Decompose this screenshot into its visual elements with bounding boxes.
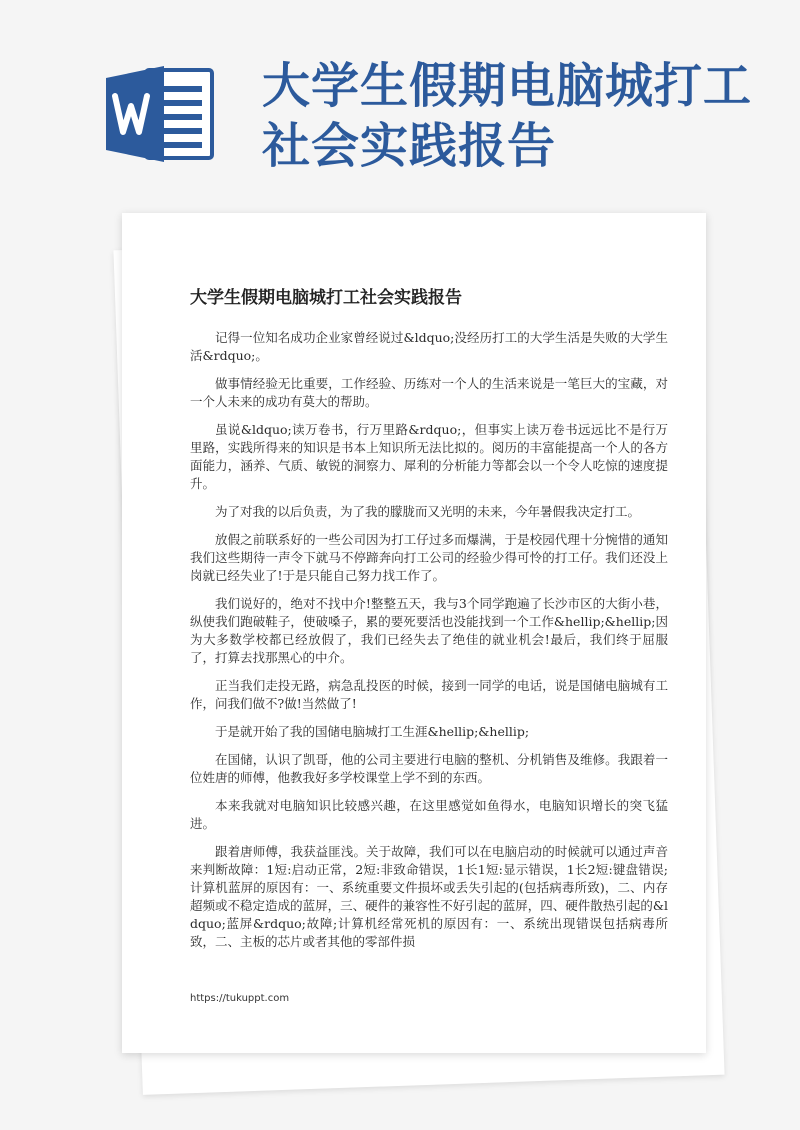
paragraph: 跟着唐师傅，我获益匪浅。关于故障，我们可以在电脑启动的时候就可以通过声音来判断故障：1短:启动正常，2短:非致命错误，1长1短:显示错误，1长2短:键盘错误;计算机蓝屏的原因有：一、系统重要文件损坏或丢失引起的(包括病毒所致)，二、内存超频或不稳定造成的蓝屏，三、硬件的兼容性不好引起的蓝屏，四、硬件散热引起的&ldquo;蓝屏&rdquo;故障;计算机经常死机的原因有：一、系统出现错误包括病毒所致，二、主板的芯片或者其他的零部件损 (190, 844, 668, 949)
paragraph: 正当我们走投无路，病急乱投医的时候，接到一同学的电话，说是国储电脑城有工作，问我们做不?做!当然做了! (190, 678, 668, 711)
paragraph: 做事情经验无比重要，工作经验、历练对一个人的生活来说是一笔巨大的宝藏，对一个人未来的成功有莫大的帮助。 (190, 376, 668, 409)
paragraph: 在国储，认识了凯哥，他的公司主要进行电脑的整机、分机销售及维修。我跟着一位姓唐的师傅，他教我好多学校课堂上学不到的东西。 (190, 752, 668, 785)
banner-header (0, 0, 800, 200)
paragraph: 我们说好的，绝对不找中介!整整五天，我与3个同学跑遍了长沙市区的大街小巷，纵使我们跑破鞋子，使破嗓子，累的要死要活也没能找到一个工作&hellip;&hellip;因为大多数学校都已经放假了，我们已经失去了绝佳的就业机会!最后，我们终于屈服了，打算去找那黑心的中介。 (190, 596, 668, 665)
word-icon (106, 66, 216, 162)
paragraph: 于是就开始了我的国储电脑城打工生涯&hellip;&hellip; (215, 724, 530, 739)
header-title: 大学生假期电脑城打工社会实践报告 (262, 58, 753, 174)
paragraph: 虽说&ldquo;读万卷书，行万里路&rdquo;，但事实上读万卷书远远比不是行万里路，实践所得来的知识是书本上知识所无法比拟的。阅历的丰富能提高一个人的各方面能力，涵养、气质、敏锐的洞察力、犀利的分析能力等都会以一个令人吃惊的速度提升。 (190, 422, 668, 491)
paragraph: 放假之前联系好的一些公司因为打工仔过多而爆满，于是校园代理十分惋惜的通知我们这些期待一声令下就马不停蹄奔向打工公司的经验少得可怜的打工仔。我们还没上岗就已经失业了!于是只能自己努力找工作了。 (190, 532, 668, 583)
document-title: 大学生假期电脑城打工社会实践报告 (190, 288, 462, 308)
footer-url: https://tukuppt.com (190, 993, 290, 1004)
paragraph: 记得一位知名成功企业家曾经说过&ldquo;没经历打工的大学生活是失败的大学生活&rdquo;。 (190, 330, 668, 363)
paragraph: 为了对我的以后负责，为了我的朦胧而又光明的未来，今年暑假我决定打工。 (215, 504, 641, 519)
paragraph: 本来我就对电脑知识比较感兴趣，在这里感觉如鱼得水，电脑知识增长的突飞猛进。 (190, 798, 668, 831)
document-body (190, 329, 668, 961)
document-page (122, 213, 706, 1053)
